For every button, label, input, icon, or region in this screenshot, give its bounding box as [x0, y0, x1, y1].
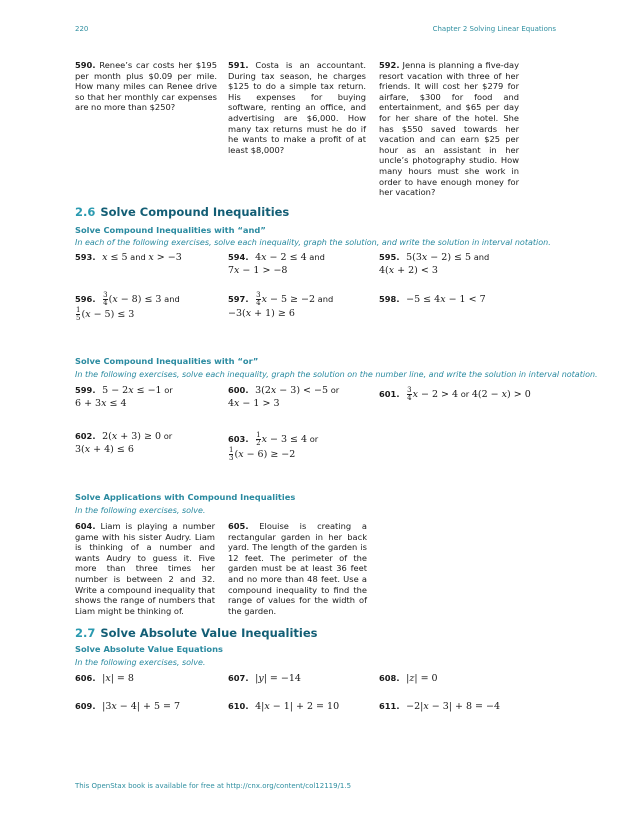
exercise-610: 610. 4|x − 1| + 2 = 10	[228, 701, 340, 712]
exercise-600: 600. 3(2x − 3) < −5 or 4x − 1 > 3	[228, 385, 340, 409]
page-number: 220	[75, 25, 89, 33]
subheading-or: Solve Compound Inequalities with “or”	[75, 356, 259, 366]
section-heading-2-6: 2.6 Solve Compound Inequalities	[75, 205, 290, 219]
section-heading-2-7: 2.7 Solve Absolute Value Inequalities	[75, 626, 318, 640]
exercise-606: 606. |x| = 8	[75, 673, 134, 684]
exercise-594: 594. 4x − 2 ≤ 4 and 7x − 1 > −8	[228, 252, 325, 276]
instruction-or: In the following exercises, solve each inequality, graph the solution on the number line, and write the solution in interval notation.	[75, 370, 598, 379]
exercise-609: 609. |3x − 4| + 5 = 7	[75, 701, 181, 712]
exercise-604: 604. Liam is playing a number game with his sister Audry. Liam is thinking of a number and wants Audry to guess it. Five more than three times her number is between 2 and 32. Write a compound inequality that shows the range of numbers that Liam might be thinking of.	[75, 521, 215, 616]
exercise-603: 603. $\frac{1}{2}$ x − 3 ≤ 4 or $\frac{1}{3}$ (x − 6) ≥ −2	[228, 431, 319, 462]
exercise-597: 597. $\frac{3}{4}$ x − 5 ≥ −2 and −3(x + 1) ≥ 6	[228, 291, 334, 319]
exercise-592: 592. Jenna is planning a five-day resort vacation with three of her friends. It will cost her $279 for airfare, $300 for food and entertainment, and $65 per day for her share of the hotel. She has $550 saved towards her vacation and can earn $25 per hour as an assistant in her uncle’s photography studio. How many hours must she work in order to have enough money for her vacation?	[379, 60, 519, 198]
exercise-590: 590. Renee’s car costs her $195 per month plus $0.09 per mile. How many miles can Renee drive so that her monthly car expenses are no more than $250?	[75, 60, 217, 113]
exercise-593: 593. x ≤ 5 and x > −3	[75, 252, 182, 263]
instruction-applications: In the following exercises, solve.	[75, 506, 206, 515]
exercise-595: 595. 5(3x − 2) ≤ 5 and 4(x + 2) < 3	[379, 252, 490, 276]
exercise-591: 591. Costa is an accountant. During tax season, he charges $125 to do a simple tax return. His expenses for buying software, renting an office, and advertising are $6,000. How many tax returns must he do if he wants to make a profit of at least $8,000?	[228, 60, 366, 155]
exercise-607: 607. |y| = −14	[228, 673, 301, 684]
footer-note: This OpenStax book is available for free at http://cnx.org/content/col12119/1.5	[75, 782, 352, 790]
exercise-599: 599. 5 − 2x ≤ −1 or 6 + 3x ≤ 4	[75, 385, 173, 409]
instruction-abs-equations: In the following exercises, solve.	[75, 658, 206, 667]
exercise-602: 602. 2(x + 3) ≥ 0 or 3(x + 4) ≤ 6	[75, 431, 173, 455]
exercise-608: 608. |z| = 0	[379, 673, 438, 684]
subheading-abs-equations: Solve Absolute Value Equations	[75, 644, 223, 654]
chapter-title: Chapter 2 Solving Linear Equations	[432, 25, 556, 33]
exercise-598: 598. −5 ≤ 4x − 1 < 7	[379, 294, 486, 305]
instruction-and: In each of the following exercises, solve each inequality, graph the solution, and write the solution in interval notation.	[75, 238, 551, 247]
exercise-596: 596. $\frac{3}{4}$ (x − 8) ≤ 3 and $\frac{1}{5}$ (x − 5) ≤ 3	[75, 291, 180, 322]
subheading-and: Solve Compound Inequalities with “and”	[75, 225, 266, 235]
exercise-601: 601. $\frac{3}{4}$ x − 2 > 4 or 4(2 − x) > 0	[379, 386, 531, 402]
exercise-605: 605. Elouise is creating a rectangular garden in her back yard. The length of the garden is 12 feet. The perimeter of the garden must be at least 36 feet and no more than 48 feet. Use a compound inequality to find the range of values for the width of the garden.	[228, 521, 367, 616]
subheading-applications: Solve Applications with Compound Inequalities	[75, 492, 296, 502]
exercise-611: 611. −2|x − 3| + 8 = −4	[379, 701, 500, 712]
